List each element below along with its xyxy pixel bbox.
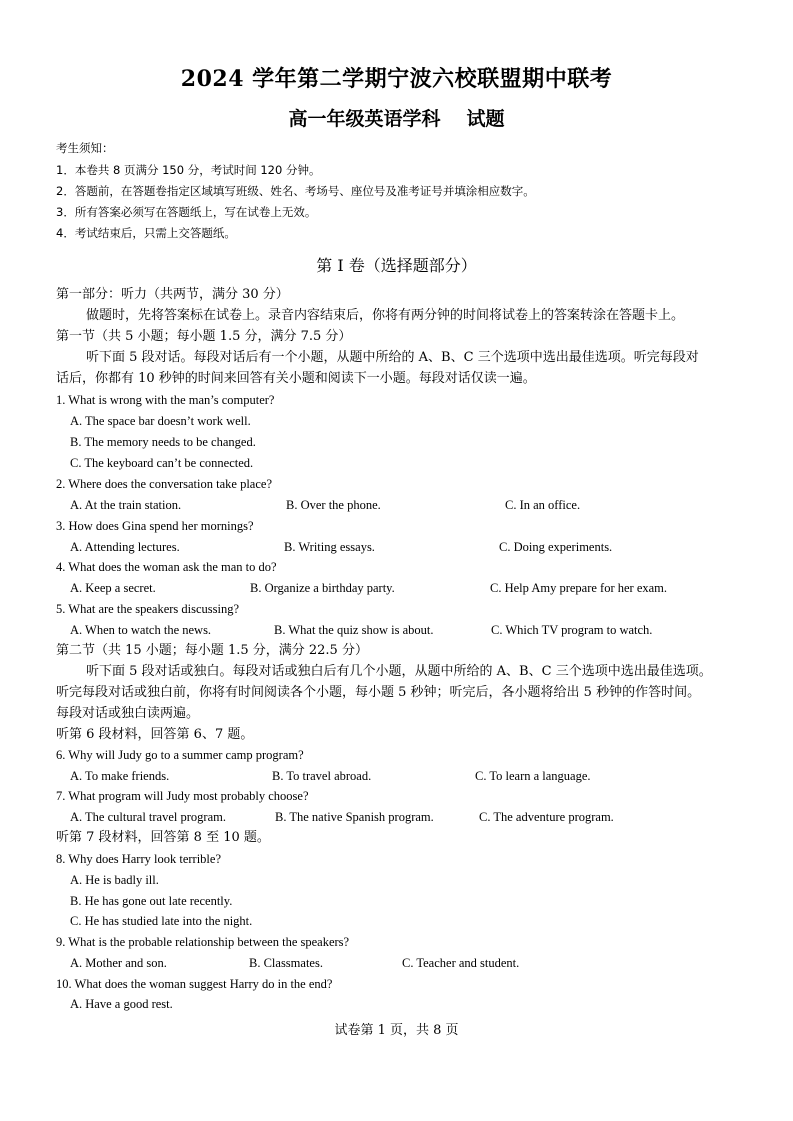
volume-title: 第 I 卷（选择题部分） [316,256,477,275]
question-10: 10. What does the woman suggest Harry do in the end? [56,977,333,991]
option-a: A. Mother and son. [70,956,167,970]
question-8: 8. Why does Harry look terrible? [56,852,221,866]
option-b: B. He has gone out late recently. [70,894,233,908]
part1-heading: 第一部分：听力（共两节，满分 30 分） [56,287,289,302]
option-a: A. He is badly ill. [70,873,159,887]
section1-heading: 第一节（共 5 小题；每小题 1.5 分，满分 7.5 分） [56,329,352,344]
option-a: A. Have a good rest. [70,997,173,1011]
option-b: B. To travel abroad. [272,769,372,783]
option-a: A. The cultural travel program. [70,810,226,824]
question-5: 5. What are the speakers discussing? [56,602,240,616]
question-9: 9. What is the probable relationship between the speakers? [56,935,350,949]
option-a: A. Attending lectures. [70,540,180,554]
exam-subtitle [0,104,793,131]
option-c: C. He has studied late into the night. [70,914,253,928]
subject-label: 高一年级英语学科 [288,108,441,130]
notice-item: 1．本卷共 8 页满分 150 分，考试时间 120 分钟。 [56,163,321,177]
option-c: C. To learn a language. [475,769,591,783]
option-c: C. In an office. [505,498,581,512]
option-a: A. Keep a secret. [70,581,156,595]
exam-title: 2024 学年第二学期宁波六校联盟期中联考 [180,66,613,92]
option-a: A. When to watch the news. [70,623,212,637]
section2-instruction-line: 听下面 5 段对话或独白。每段对话或独白后有几个小题，从题中所给的 A、B、C 三个选项中选出最佳选项。 [86,664,712,679]
page-footer: 试卷第 1 页，共 8 页 [334,1023,459,1038]
option-c: C. Help Amy prepare for her exam. [490,581,668,595]
option-a: A. To make friends. [70,769,170,783]
option-a: A. The space bar doesn’t work well. [70,414,251,428]
option-c: C. Doing experiments. [499,540,613,554]
option-b: B. The native Spanish program. [275,810,434,824]
option-b: B. The memory needs to be changed. [70,435,256,449]
notice-heading: 考生须知： [56,141,114,155]
option-c: C. The keyboard can’t be connected. [70,456,254,470]
notice-item: 2．答题前，在答题卷指定区域填写班级、姓名、考场号、座位号及准考证号并填涂相应数字。 [56,184,535,198]
material-6-heading: 听第 6 段材料，回答第 6、7 题。 [56,727,254,742]
question-6: 6. Why will Judy go to a summer camp program? [56,748,304,762]
section1-instruction-line: 话后，你都有 10 秒钟的时间来回答有关小题和阅读下一小题。每段对话仅读一遍。 [56,371,536,386]
question-3: 3. How does Gina spend her mornings? [56,519,254,533]
material-7-heading: 听第 7 段材料，回答第 8 至 10 题。 [56,830,270,845]
option-b: B. Over the phone. [286,498,381,512]
section2-instruction-line: 听完每段对话或独白前，你将有时间阅读各个小题，每小题 5 秒钟；听完后，各小题将给出 5 秒钟的作答时间。 [56,685,701,700]
part1-instruction: 做题时，先将答案标在试卷上。录音内容结束后，你将有两分钟的时间将试卷上的答案转涂在答题卡上。 [86,308,685,323]
paper-type-label: 试题 [466,108,505,130]
question-4: 4. What does the woman ask the man to do? [56,560,277,574]
option-c: C. Which TV program to watch. [491,623,653,637]
section2-instruction-line: 每段对话或独白读两遍。 [56,706,200,721]
section2-heading: 第二节（共 15 小题；每小题 1.5 分，满分 22.5 分） [56,643,368,658]
option-b: B. Organize a birthday party. [250,581,395,595]
question-2: 2. Where does the conversation take place? [56,477,272,491]
question-7: 7. What program will Judy most probably choose? [56,789,309,803]
option-c: C. The adventure program. [479,810,614,824]
option-b: B. Classmates. [249,956,323,970]
option-c: C. Teacher and student. [402,956,520,970]
option-b: B. What the quiz show is about. [274,623,434,637]
option-a: A. At the train station. [70,498,182,512]
notice-item: 4．考试结束后，只需上交答题纸。 [56,226,236,240]
option-b: B. Writing essays. [284,540,375,554]
notice-item: 3．所有答案必须写在答题纸上，写在试卷上无效。 [56,205,317,219]
question-1: 1. What is wrong with the man’s computer? [56,393,275,407]
section1-instruction-line: 听下面 5 段对话。每段对话后有一个小题，从题中所给的 A、B、C 三个选项中选出最佳选项。听完每段对 [86,350,699,365]
